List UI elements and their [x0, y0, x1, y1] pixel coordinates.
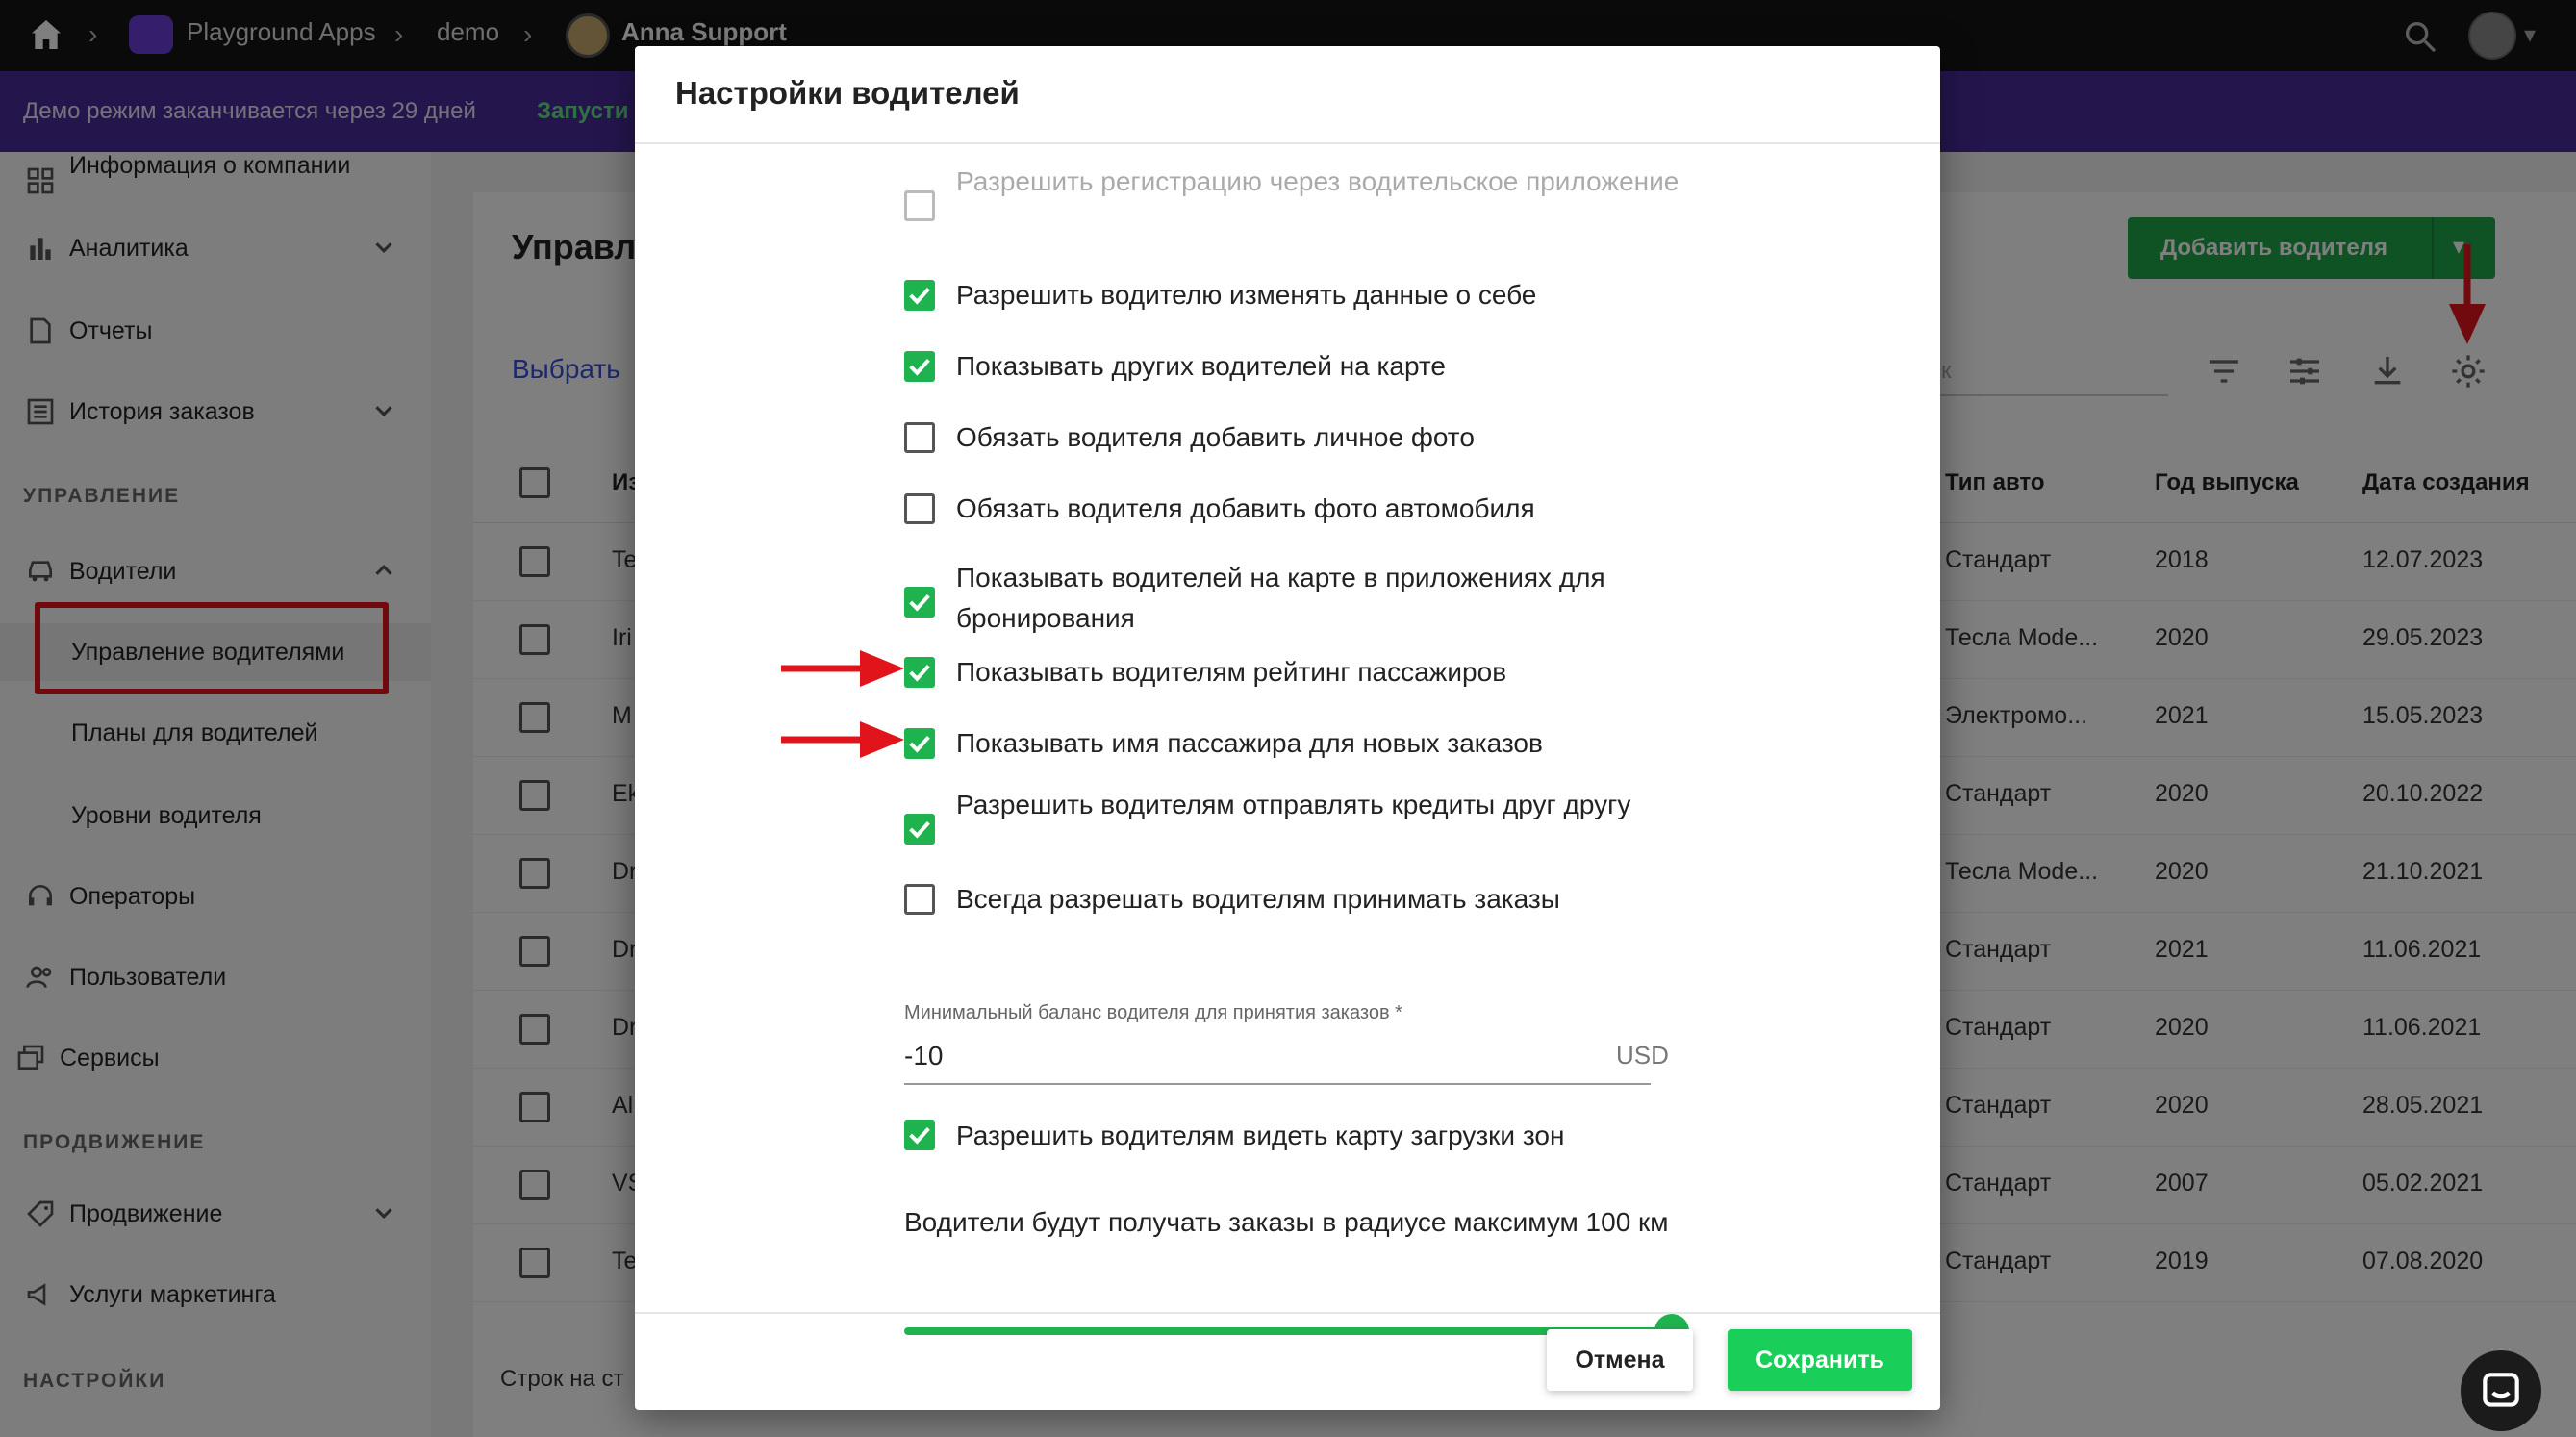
- red-arrow-icon: [781, 716, 906, 764]
- checkbox[interactable]: [904, 280, 935, 311]
- option-label: Разрешить водителю изменять данные о себе: [956, 280, 1537, 310]
- checkbox[interactable]: [904, 493, 935, 524]
- option-label: Разрешить регистрацию через водительское приложение: [956, 166, 1679, 196]
- checkbox[interactable]: [904, 814, 935, 845]
- check-icon: [904, 280, 935, 311]
- cancel-button[interactable]: Отмена: [1547, 1329, 1693, 1391]
- option-label: Всегда разрешать водителям принимать заказы: [956, 884, 1560, 914]
- chat-icon: [2477, 1367, 2525, 1415]
- checkbox[interactable]: [904, 657, 935, 688]
- option-label: Обязать водителя добавить фото автомобиля: [956, 493, 1535, 523]
- min-balance-input[interactable]: -10: [904, 1041, 944, 1071]
- save-button[interactable]: Сохранить: [1728, 1329, 1912, 1391]
- field-underline: [904, 1083, 1651, 1085]
- option-label: Показывать других водителей на карте: [956, 351, 1446, 381]
- checkbox[interactable]: [904, 728, 935, 759]
- chat-button[interactable]: [2461, 1350, 2541, 1431]
- check-icon: [904, 587, 935, 618]
- radius-text: Водители будут получать заказы в радиусе максимум 100 км: [904, 1207, 1669, 1237]
- divider: [635, 142, 1940, 144]
- option-label: Показывать водителям рейтинг пассажиров: [956, 657, 1507, 687]
- dialog-title: Настройки водителей: [675, 75, 1020, 111]
- option-label: Обязать водителя добавить личное фото: [956, 422, 1475, 452]
- check-icon: [904, 351, 935, 382]
- option-label: Разрешить водителям отправлять кредиты друг другу: [956, 790, 1631, 819]
- checkbox[interactable]: [904, 884, 935, 915]
- checkbox[interactable]: [904, 1120, 935, 1150]
- red-arrow-icon: [781, 644, 906, 693]
- divider: [635, 1312, 1940, 1314]
- check-icon: [904, 814, 935, 845]
- min-balance-label: Минимальный баланс водителя для принятия заказов *: [904, 1002, 1402, 1023]
- check-icon: [904, 1120, 935, 1150]
- checkbox[interactable]: [904, 351, 935, 382]
- option-label: Показывать водителей на карте в приложениях для бронирования: [956, 563, 1605, 633]
- option-label: Показывать имя пассажира для новых заказов: [956, 728, 1543, 758]
- checkbox[interactable]: [904, 587, 935, 618]
- currency-label: USD: [1616, 1041, 1669, 1070]
- checkbox: [904, 190, 935, 221]
- checkbox[interactable]: [904, 422, 935, 453]
- check-icon: [904, 657, 935, 688]
- option-label: Разрешить водителям видеть карту загрузки зон: [956, 1121, 1565, 1150]
- check-icon: [904, 728, 935, 759]
